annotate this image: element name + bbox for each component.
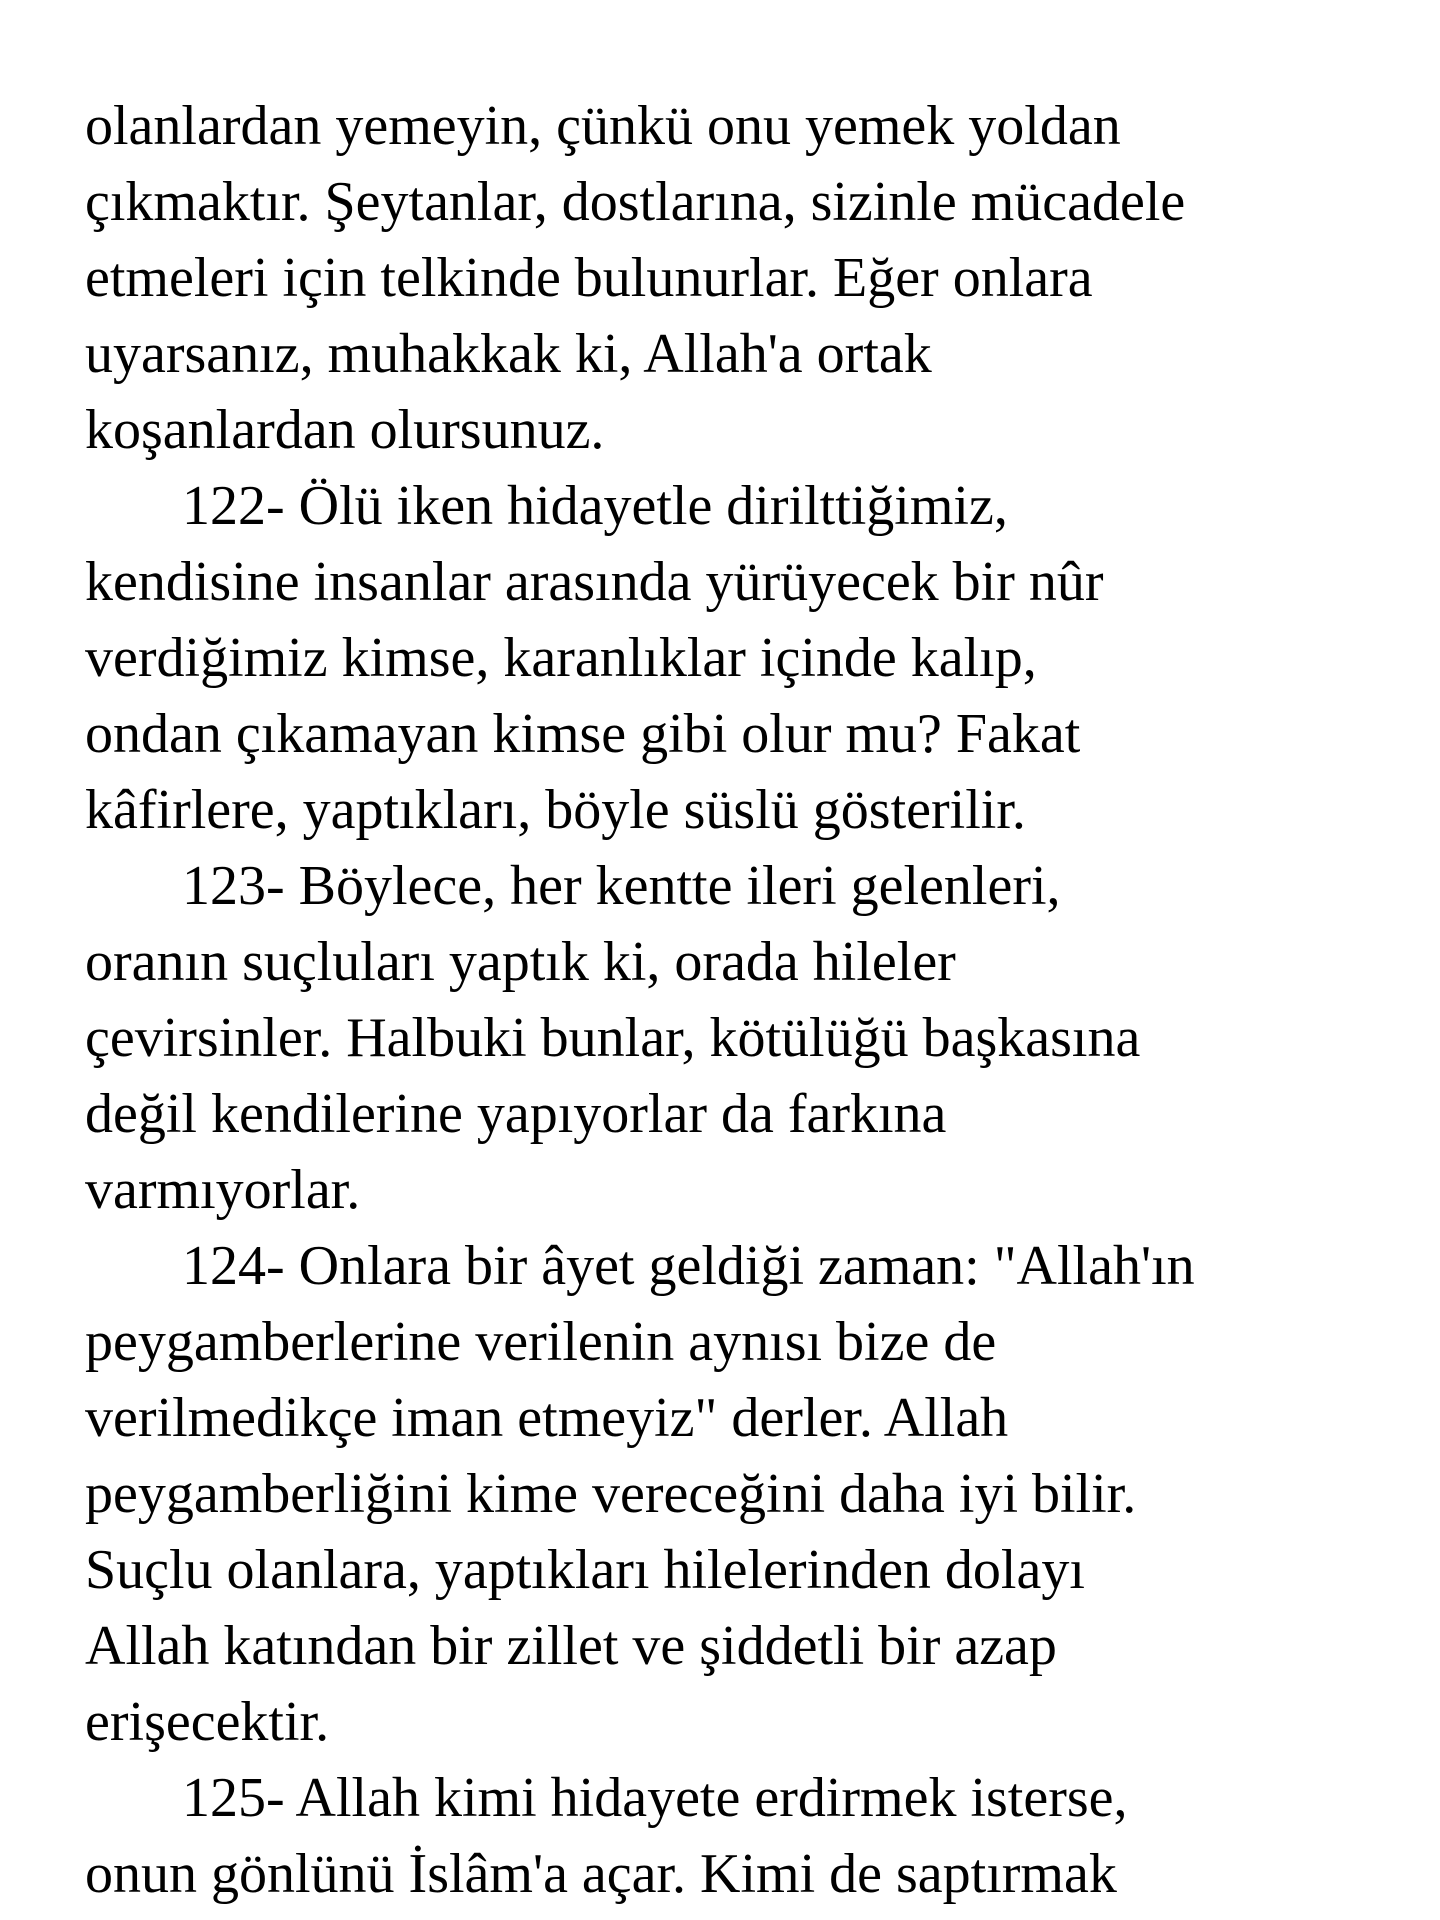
text-line: Suçlu olanlara, yaptıkları hilelerinden dolayı — [85, 1539, 1085, 1601]
text-line: verilmedikçe iman etmeyiz" derler. Allah — [85, 1387, 1009, 1449]
text-line: peygamberliğini kime vereceğini daha iyi bilir. — [85, 1463, 1137, 1525]
document-text — [85, 88, 1425, 1912]
text-line: kendisine insanlar arasında yürüyecek bir nûr — [85, 551, 1104, 613]
text-line: koşanlardan olursunuz. — [85, 399, 605, 461]
text-line: peygamberlerine verilenin aynısı bize de — [85, 1311, 997, 1373]
text-line: kâfirlere, yaptıkları, böyle süslü gösterilir. — [85, 779, 1026, 841]
text-line: çevirsinler. Halbuki bunlar, kötülüğü başkasına — [85, 1007, 1141, 1069]
text-line: ondan çıkamayan kimse gibi olur mu? Fakat — [85, 703, 1081, 765]
text-line: değil kendilerine yapıyorlar da farkına — [85, 1083, 947, 1145]
text-line: Allah katından bir zillet ve şiddetli bir azap — [85, 1615, 1057, 1677]
verse-123-start: 123- Böylece, her kentte ileri gelenleri, — [182, 855, 1061, 917]
text-line: onun gönlünü İslâm'a açar. Kimi de saptırmak — [85, 1843, 1117, 1905]
text-line: varmıyorlar. — [85, 1159, 361, 1221]
text-line: oranın suçluları yaptık ki, orada hileler — [85, 931, 956, 993]
text-line: uyarsanız, muhakkak ki, Allah'a ortak — [85, 323, 932, 385]
text-line: erişecektir. — [85, 1691, 330, 1753]
verse-125-start: 125- Allah kimi hidayete erdirmek isterse, — [182, 1767, 1128, 1829]
text-line: etmeleri için telkinde bulunurlar. Eğer onlara — [85, 247, 1093, 309]
verse-124-start: 124- Onlara bir âyet geldiği zaman: "Allah'ın — [182, 1235, 1195, 1297]
text-line: olanlardan yemeyin, çünkü onu yemek yoldan — [85, 95, 1121, 157]
text-line: çıkmaktır. Şeytanlar, dostlarına, sizinle mücadele — [85, 171, 1186, 233]
text-line: verdiğimiz kimse, karanlıklar içinde kalıp, — [85, 627, 1037, 689]
verse-122-start: 122- Ölü iken hidayetle dirilttiğimiz, — [182, 475, 1008, 537]
